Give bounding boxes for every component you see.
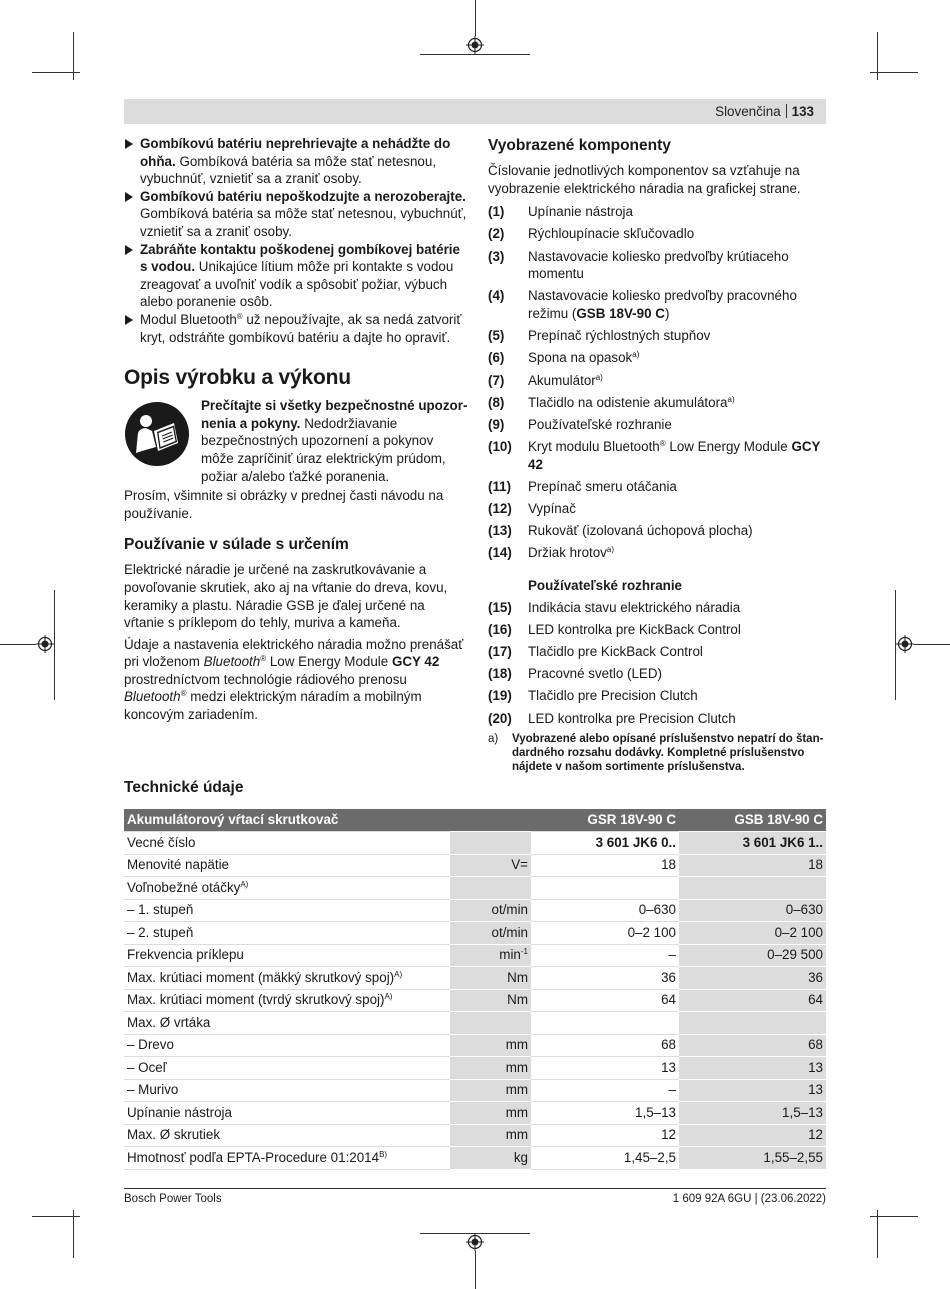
component-item: (8) Tlačidlo na odistenie akumulátora$^{a)}$: [488, 394, 735, 410]
table-row: [124, 967, 826, 990]
table-cell: Nm: [450, 967, 531, 990]
table-row: [124, 944, 826, 967]
component-item: (15) Indikácia stavu elektrického náradia: [488, 599, 741, 615]
component-item: (5) Prepínač rýchlostných stupňov: [488, 328, 711, 344]
table-cell: 12: [531, 1124, 679, 1147]
table-cell: –: [531, 944, 679, 967]
table-row: [124, 922, 826, 945]
table-header-cell: [450, 809, 531, 832]
crop-mark: [32, 1216, 80, 1217]
bullet-item: Gombíkovú batériu neprehrievajte a nehádžte do ohňa. Gombíková batéria sa môže stať netesnou, vybuchnúť, vznietiť sa a zraniť osoby.: [124, 135, 468, 188]
component-item: (17) Tlačidlo pre KickBack Control: [488, 643, 703, 659]
table-header-cell: Akumulátorový vŕtací skrutkovač: [124, 809, 450, 832]
right-column: [488, 136, 828, 774]
crop-mark: [895, 590, 896, 700]
crop-mark: [914, 644, 950, 645]
table-cell: [531, 1012, 679, 1035]
table-cell: [450, 877, 531, 900]
crop-mark: [870, 1216, 918, 1217]
table-cell: 13: [679, 1057, 826, 1080]
table-cell: 36: [531, 967, 679, 990]
table-cell: 13: [531, 1057, 679, 1080]
component-item: (14) Držiak hrotov$^{a)}$: [488, 545, 615, 561]
table-header-cell: GSB 18V-90 C: [679, 809, 826, 832]
table-row: [124, 1102, 826, 1125]
component-item: (9) Používateľské rozhranie: [488, 416, 672, 432]
ui-title: Používateľské rozhranie: [528, 578, 682, 593]
crop-mark: [54, 590, 55, 700]
table-header-row: [124, 809, 826, 832]
table-cell: 3 601 JK6 0..: [531, 832, 679, 855]
component-item: (19) Tlačidlo pre Precision Clutch: [488, 688, 698, 704]
table-row: [124, 989, 826, 1012]
table-row: [124, 1034, 826, 1057]
ui-components-list: [488, 599, 828, 728]
table-cell: [450, 832, 531, 855]
table-cell: 0–2 100: [531, 922, 679, 945]
table-cell: 18: [531, 854, 679, 877]
table-cell: 3 601 JK6 1..: [679, 832, 826, 855]
table-cell: 64: [679, 989, 826, 1012]
crop-mark: [870, 72, 918, 73]
images-note: Prosím, všimnite si obrázky v prednej časti návodu na používanie.: [124, 488, 444, 521]
registration-mark-icon: [896, 635, 914, 653]
bullet-item: Zabráňte kontaktu poškodenej gombíkovej batérie s vodou. Unikajúce lítium môže pri kontakte s vodou zreagovať a uvoľniť vodík a spôsobiť požiar, výbuch alebo poranenie osôb.: [124, 241, 468, 311]
intended-use-p2: Údaje a nastavenia elektrického náradia možno prenášať pri vloženom Bluetooth® Low Energy Module GCY 42 prostredníctvom technológie rádiového prenosu Bluetooth® medzi elektrickým náradím a mobilným koncovým zariadením.: [124, 636, 464, 723]
component-item: (10) Kryt modulu Bluetooth® Low Energy Module GCY 42: [488, 439, 821, 472]
intended-use-title: Používanie v súlade s určením: [124, 536, 349, 554]
table-cell: 1,45–2,5: [531, 1147, 679, 1170]
crop-mark: [32, 72, 80, 73]
page-number: 133: [791, 104, 814, 119]
component-item: (6) Spona na opasok$^{a)}$: [488, 350, 640, 366]
footer-divider: [124, 1188, 826, 1189]
crop-mark: [420, 54, 530, 55]
table-row: [124, 1124, 826, 1147]
table-cell: – 2. stupeň: [124, 922, 450, 945]
table-cell: 1,5–13: [531, 1102, 679, 1125]
crop-mark: [73, 1210, 74, 1258]
table-cell: [679, 1012, 826, 1035]
table-cell: Max. krútiaci moment (tvrdý skrutkový spoj)$^{A)}$: [124, 989, 450, 1012]
table-row: [124, 1057, 826, 1080]
table-cell: Hmotnosť podľa EPTA-Procedure $01:2014^{B)}$: [124, 1147, 450, 1170]
crop-mark: [877, 1210, 878, 1258]
tech-data-title: Technické údaje: [124, 779, 244, 796]
table-cell: 0–29 500: [679, 944, 826, 967]
read-manual-icon: [124, 401, 190, 467]
component-item: (18) Pracovné svetlo (LED): [488, 666, 662, 682]
table-cell: 68: [679, 1034, 826, 1057]
table-cell: 12: [679, 1124, 826, 1147]
components-title: Vyobrazené komponenty: [488, 137, 671, 154]
table-cell: – Oceľ: [124, 1057, 450, 1080]
table-row: [124, 854, 826, 877]
table-row: [124, 832, 826, 855]
table-cell: Vecné číslo: [124, 832, 450, 855]
table-cell: Nm: [450, 989, 531, 1012]
table-cell: 1,55–2,55: [679, 1147, 826, 1170]
intended-use-p1: Elektrické náradie je určené na zaskrutkovávanie a povoľovanie skrutiek, ako aj na vŕtanie do dreva, kovu, keramiky a plastu. Náradie GSB je ďalej určené na vŕtanie s príklepom do tehly, muriva a kameňa.: [124, 562, 448, 631]
table-cell: V=: [450, 854, 531, 877]
bullet-item: Gombíkovú batériu nepoškodzujte a nerozoberajte. Gombíková batéria sa môže stať netesnou, vybuchnúť, vznietiť sa a zraniť osoby.: [124, 188, 468, 241]
component-item: (3) Nastavovacie koliesko predvoľby krútiaceho momentu: [488, 248, 789, 282]
table-cell: 1,5–13: [679, 1102, 826, 1125]
table-cell: Max. Ø skrutiek: [124, 1124, 450, 1147]
crop-mark: [0, 644, 36, 645]
table-cell: $\min^{-1}$: [450, 944, 531, 967]
header-language: Slovenčina: [715, 104, 781, 119]
components-intro: Číslovanie jednotlivých komponentov sa vzťahuje na vyobrazenie elektrického náradia na grafickej strane.: [488, 163, 801, 196]
footer-right: 1 609 92A 6GU | (23.06.2022): [672, 1193, 826, 1205]
registration-mark-icon: [466, 1233, 484, 1251]
header-text: [715, 103, 814, 121]
component-item: (12) Vypínač: [488, 501, 576, 517]
table-cell: mm: [450, 1102, 531, 1125]
table-row: [124, 877, 826, 900]
safety-notice: Prečítajte si všetky bezpečnostné upozornenia a pokyny. Nedodržiavanie bezpečnostných upozornení a pokynov môže zapríčiniť úraz elektrickým prúdom, požiar a/alebo ťažké poranenia.: [124, 397, 468, 487]
component-item: (4) Nastavovacie koliesko predvoľby pracovného režimu (GSB 18V-90 C): [488, 288, 797, 321]
table-row: [124, 1079, 826, 1102]
component-item: (11) Prepínač smeru otáčania: [488, 478, 677, 494]
table-cell: 36: [679, 967, 826, 990]
registration-mark-icon: [36, 635, 54, 653]
page-header: [124, 99, 826, 124]
footnote: a) Vyobrazené alebo opísané príslušenstvo nepatrí do štandardného rozsahu dodávky. Kompletné príslušenstvo nájdete v našom sortimente príslušenstva.: [488, 732, 824, 773]
table-cell: 0–630: [531, 899, 679, 922]
table-row: [124, 1147, 826, 1170]
table-cell: 13: [679, 1079, 826, 1102]
table-cell: 0–2 100: [679, 922, 826, 945]
registration-mark-icon: [466, 36, 484, 54]
table-cell: 68: [531, 1034, 679, 1057]
left-column: [124, 135, 468, 724]
table-cell: Menovité napätie: [124, 854, 450, 877]
table-cell: Voľnobežné otáčky$^{A)}$: [124, 877, 450, 900]
component-item: (2) Rýchloupínacie skľučovadlo: [488, 226, 695, 242]
section-title: Opis výrobku a výkonu: [124, 366, 351, 390]
footer-left: Bosch Power Tools: [124, 1193, 222, 1205]
component-item: (20) LED kontrolka pre Precision Clutch: [488, 710, 736, 726]
table-cell: [450, 1012, 531, 1035]
bullet-item: Modul Bluetooth® už nepoužívajte, ak sa nedá zatvoriť kryt, odstráňte gombíkovú batériu a dajte ho opraviť.: [124, 311, 468, 346]
table-cell: mm: [450, 1124, 531, 1147]
table-cell: 18: [679, 854, 826, 877]
table-cell: – Murivo: [124, 1079, 450, 1102]
component-item: (7) Akumulátor$^{a)}$: [488, 372, 603, 388]
table-cell: mm: [450, 1034, 531, 1057]
table-cell: ot/min: [450, 899, 531, 922]
component-item: (1) Upínanie nástroja: [488, 204, 633, 220]
table-cell: mm: [450, 1057, 531, 1080]
table-cell: [531, 877, 679, 900]
table-cell: [679, 877, 826, 900]
table-cell: 64: [531, 989, 679, 1012]
table-cell: ot/min: [450, 922, 531, 945]
table-cell: – Drevo: [124, 1034, 450, 1057]
table-cell: kg: [450, 1147, 531, 1170]
table-cell: –: [531, 1079, 679, 1102]
component-item: (16) LED kontrolka pre KickBack Control: [488, 621, 741, 637]
table-cell: 0–630: [679, 899, 826, 922]
table-row: [124, 1012, 826, 1035]
table-cell: – 1. stupeň: [124, 899, 450, 922]
crop-mark: [475, 0, 476, 36]
table-cell: Max. krútiaci moment (mäkký skrutkový spoj)$^{A)}$: [124, 967, 450, 990]
tech-data-table: [124, 809, 826, 1170]
table-cell: mm: [450, 1079, 531, 1102]
crop-mark: [475, 1251, 476, 1289]
table-cell: Upínanie nástroja: [124, 1102, 450, 1125]
component-item: (13) Rukoväť (izolovaná úchopová plocha): [488, 523, 753, 539]
crop-mark: [420, 1233, 530, 1234]
components-list: [488, 203, 828, 562]
table-cell: Max. Ø vrtáka: [124, 1012, 450, 1035]
table-row: [124, 899, 826, 922]
table-cell: Frekvencia príklepu: [124, 944, 450, 967]
table-header-cell: GSR 18V-90 C: [531, 809, 679, 832]
